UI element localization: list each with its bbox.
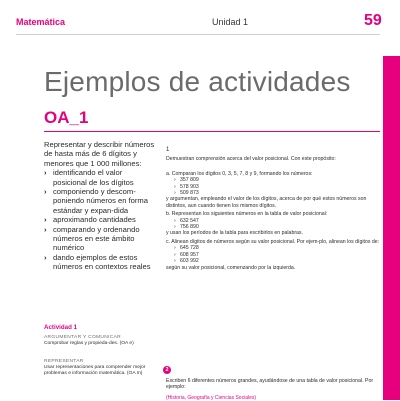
- number-item: › 608 957: [166, 252, 380, 258]
- objective-item: › componiendo y descom-poniendo números en forma estándar y expan-dida: [44, 187, 156, 215]
- item-c-list: [166, 245, 380, 264]
- objective-list: [44, 168, 156, 271]
- question-number: 1: [166, 147, 170, 153]
- objective-block: [44, 140, 156, 272]
- page-title: Ejemplos de actividades: [44, 66, 351, 97]
- objective-item: › dando ejemplos de estos números en contextos reales: [44, 253, 156, 272]
- number-item: › 645 728: [166, 245, 380, 251]
- oa-divider: [44, 131, 380, 132]
- item-c-after: según su valor posicional, comenzando por la izquierda.: [166, 264, 296, 271]
- subject-tags: (Historia, Geografía y Ciencias Sociales): [166, 395, 257, 401]
- number-item: › 756 890: [166, 224, 380, 230]
- item-b-after: y usan los períodos de la tabla para escribirlos en palabras.: [166, 230, 303, 237]
- item-b-list: [166, 218, 380, 231]
- skill-representar: [44, 359, 154, 378]
- oa-heading: OA_1: [44, 108, 89, 127]
- number-item: › 509 873: [166, 190, 380, 196]
- objective-item: › comparando y ordenando números en este ámbito numérico: [44, 225, 156, 253]
- number-item: › 603 992: [166, 258, 380, 264]
- page-number: 59: [364, 12, 382, 29]
- question-2-marker: 2: [163, 366, 171, 374]
- item-a: a. Comparan los dígitos 0, 3, 5, 7, 8 y 9, formando los números:: [166, 170, 313, 177]
- number-item: › 578 903: [166, 184, 380, 190]
- skill-text: Usar representaciones para comprender mejor problemas e información matemática. (OA m): [44, 365, 146, 377]
- question-2-text: Escriben 6 diferentes números grandes, ayudándose de una tabla de valor posicional. Por ejemplo:: [166, 378, 374, 391]
- number-item: › 632 547: [166, 218, 380, 224]
- item-c: c. Alinean dígitos de números según su valor posicional. Por ejem-plo, alinean los dígitos de:: [166, 238, 380, 245]
- activity-title: Actividad 1: [44, 324, 78, 331]
- objective-intro: Representar y describir números de hasta más de 6 dígitos y menores que 1 000 millones:: [44, 140, 155, 168]
- item-b: b. Representan los siguientes números en la tabla de valor posicional:: [166, 211, 328, 218]
- side-tab: [383, 56, 400, 400]
- skill-argumentar: [44, 335, 154, 347]
- question-1: [166, 147, 380, 271]
- objective-item: › identificando el valor posicional de los dígitos: [44, 168, 156, 187]
- item-a-list: [166, 177, 380, 196]
- unit-label: Unidad 1: [212, 17, 249, 27]
- objective-item: › aproximando cantidades: [44, 215, 156, 224]
- skill-caption: REPRESENTAR: [44, 359, 84, 364]
- skill-caption: ARGUMENTAR Y COMUNICAR: [44, 335, 121, 340]
- skill-text: Comprobar reglas y propieda-des. (OA e): [44, 341, 134, 347]
- question-intro: Demuestran comprensión acerca del valor posicional. Con este propósito:: [166, 156, 336, 163]
- number-item: › 357 809: [166, 177, 380, 183]
- subject-label: Matemática: [16, 17, 66, 27]
- item-a-after: y argumentan, empleando el valor de los dígitos, acerca de por qué estos números son distintos, aun cuando tienen los mismos dígitos.: [166, 196, 367, 209]
- header-divider: [16, 34, 380, 35]
